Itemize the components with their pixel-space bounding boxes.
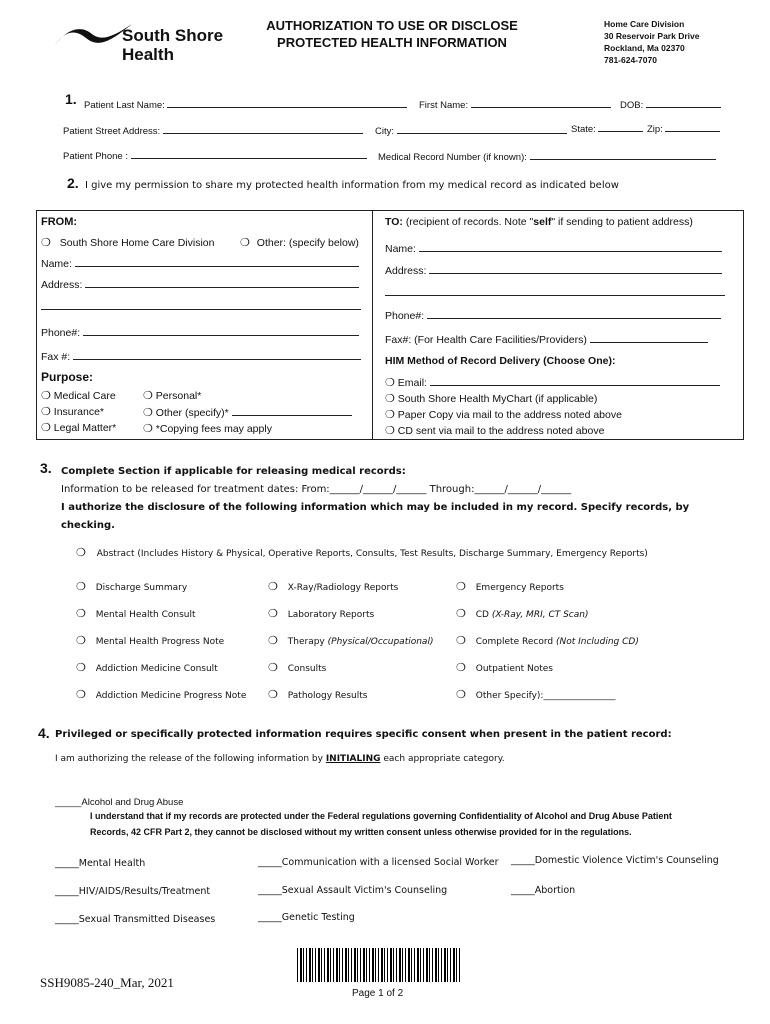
record-emergency[interactable] — [456, 574, 639, 601]
record-label: Addiction Medicine Progress Note — [95, 691, 247, 701]
to-name-field[interactable] — [419, 240, 722, 252]
mrn-row — [378, 148, 716, 163]
state-row — [571, 120, 643, 135]
record-label: Other Specify):________________ — [475, 691, 616, 701]
radio-icon[interactable]: ❍ — [41, 390, 51, 402]
record-cd[interactable] — [456, 601, 639, 628]
protected-abortion[interactable]: _____Abortion — [511, 885, 576, 896]
org-line2: Health — [122, 45, 174, 64]
intro-text: I am authorizing the release of the following information by — [55, 754, 326, 764]
from-fax-row — [41, 348, 361, 363]
city-row — [375, 122, 567, 137]
record-am-progress[interactable] — [76, 682, 246, 709]
record-label: CD — [475, 610, 489, 620]
to-note: " if sending to patient address) — [551, 216, 693, 228]
purpose-label: Medical Care — [53, 390, 116, 402]
record-label: Addiction Medicine Consult — [95, 664, 218, 674]
record-abstract[interactable] — [76, 546, 648, 559]
radio-icon[interactable]: ❍ — [143, 423, 153, 435]
checkbox-icon[interactable]: ❍ — [268, 688, 278, 701]
zip-label: Zip: — [647, 124, 663, 135]
street-field[interactable] — [163, 122, 363, 134]
city-field[interactable] — [397, 122, 567, 134]
from-phone-field[interactable] — [83, 324, 359, 336]
purpose-col1 — [41, 388, 116, 436]
record-label-detail: (Not Including CD) — [555, 637, 639, 647]
org-line1: South Shore — [122, 26, 224, 45]
purpose-insurance[interactable] — [41, 404, 116, 420]
record-consults[interactable] — [268, 655, 433, 682]
protected-mental-health[interactable]: _____Mental Health — [55, 858, 146, 869]
section-2-number: 2. — [67, 175, 79, 191]
radio-icon[interactable]: ❍ — [41, 406, 51, 418]
zip-row — [647, 120, 720, 135]
record-discharge[interactable] — [76, 574, 246, 601]
record-outpatient[interactable] — [456, 655, 639, 682]
checkbox-icon[interactable]: ❍ — [76, 661, 86, 674]
protected-hiv[interactable]: _____HIV/AIDS/Results/Treatment — [55, 886, 211, 897]
from-address-row — [41, 276, 359, 291]
radio-icon[interactable]: ❍ — [143, 390, 153, 402]
from-address-line2[interactable] — [41, 298, 361, 310]
record-lab[interactable] — [268, 601, 433, 628]
record-other[interactable] — [456, 682, 639, 709]
title-line2: PROTECTED HEALTH INFORMATION — [277, 35, 507, 50]
first-name-label: First Name: — [419, 100, 469, 111]
to-address-label: Address: — [385, 265, 427, 277]
initialing-intro — [55, 754, 505, 764]
state-field[interactable] — [598, 120, 643, 132]
checkbox-icon[interactable]: ❍ — [456, 607, 466, 620]
to-name-label: Name: — [385, 243, 416, 255]
delivery-label: Paper Copy via mail to the address noted above — [397, 409, 622, 421]
purpose-other-field[interactable] — [232, 404, 352, 416]
record-label: Outpatient Notes — [475, 664, 553, 674]
address-line: Rockland, Ma 02370 — [604, 43, 685, 53]
first-name-row — [419, 96, 611, 111]
state-label: State: — [571, 124, 596, 135]
to-address-row — [385, 262, 722, 277]
form-id: SSH9085-240_Mar, 2021 — [40, 975, 174, 990]
intro-text: each appropriate category. — [380, 754, 505, 764]
from-name-field[interactable] — [75, 255, 359, 267]
checkbox-icon[interactable]: ❍ — [76, 634, 86, 647]
records-col3 — [456, 574, 639, 709]
title-line1: AUTHORIZATION TO USE OR DISCLOSE — [266, 18, 518, 33]
record-label: Mental Health Consult — [95, 610, 196, 620]
radio-icon[interactable]: ❍ — [240, 237, 250, 249]
checkbox-icon[interactable]: ❍ — [76, 688, 86, 701]
delivery-paper[interactable] — [385, 407, 720, 423]
section-3-number: 3. — [40, 460, 52, 476]
radio-icon[interactable]: ❍ — [385, 425, 395, 437]
intro-initialing: INITIALING — [325, 754, 381, 764]
records-col2 — [268, 574, 433, 709]
permission-text: I give my permission to share my protected health information from my medical record as indicated below — [85, 180, 619, 191]
delivery-label: Email: — [397, 377, 427, 389]
checkbox-icon[interactable]: ❍ — [268, 661, 278, 674]
from-option-label: South Shore Home Care Division — [59, 237, 215, 249]
delivery-label: South Shore Health MyChart (if applicable) — [397, 393, 598, 405]
record-label: Therapy — [287, 637, 325, 647]
record-xray[interactable] — [268, 574, 433, 601]
from-phone-row — [41, 324, 359, 339]
address-line: 781-624-7070 — [604, 55, 657, 65]
checkbox-icon[interactable]: ❍ — [268, 634, 278, 647]
record-label: Consults — [287, 664, 327, 674]
purpose-label: Insurance* — [53, 406, 104, 418]
treatment-dates[interactable]: Information to be released for treatment dates: From:______/______/______ Through:______/______/______ — [61, 484, 572, 495]
purpose-label: *Copying fees may apply — [155, 423, 272, 435]
mrn-label: Medical Record Number (if known): — [378, 152, 527, 163]
record-label-detail: (Physical/Occupational) — [327, 637, 434, 647]
from-option-label: Other: (specify below) — [256, 237, 359, 249]
protected-std[interactable]: _____Sexual Transmitted Diseases — [55, 914, 216, 925]
to-fax-field[interactable] — [590, 331, 708, 343]
alcohol-drug-item[interactable]: _____Alcohol and Drug Abuse — [55, 797, 184, 808]
last-name-field[interactable] — [167, 96, 407, 108]
street-row — [63, 122, 363, 137]
delivery-email[interactable] — [385, 374, 720, 391]
radio-icon[interactable]: ❍ — [385, 409, 395, 421]
barcode-icon — [297, 948, 460, 982]
from-address-label: Address: — [41, 279, 83, 291]
form-title — [262, 17, 522, 51]
record-label-detail: (X-Ray, MRI, CT Scan) — [491, 610, 589, 620]
radio-icon[interactable]: ❍ — [385, 393, 395, 405]
from-option-other[interactable] — [240, 236, 359, 249]
record-pathology[interactable] — [268, 682, 433, 709]
record-complete[interactable] — [456, 628, 639, 655]
purpose-label: Personal* — [155, 390, 202, 402]
email-field[interactable] — [430, 374, 720, 386]
section-4-title: Privileged or specifically protected information requires specific consent when present in the patient record: — [55, 729, 672, 740]
patient-last-name-row — [84, 96, 407, 111]
record-label: Abstract (Includes History & Physical, Operative Reports, Consults, Test Results, Discharge Summary, Emergency Reports) — [96, 549, 648, 559]
last-name-label: Patient Last Name: — [84, 100, 165, 111]
authorize-text: I authorize the disclosure of the following information which may be included in my record. Specify records, by — [61, 502, 690, 513]
from-fax-field[interactable] — [73, 348, 361, 360]
record-therapy[interactable] — [268, 628, 433, 655]
purpose-col2 — [143, 388, 352, 437]
record-label: Pathology Results — [287, 691, 368, 701]
address-line: Home Care Division — [604, 19, 685, 29]
checkbox-icon[interactable]: ❍ — [76, 546, 86, 559]
checkbox-icon[interactable]: ❍ — [268, 580, 278, 593]
record-mh-progress[interactable] — [76, 628, 246, 655]
checkbox-icon[interactable]: ❍ — [456, 634, 466, 647]
to-fax-row — [385, 331, 708, 346]
checkbox-icon[interactable]: ❍ — [456, 688, 466, 701]
dob-field[interactable] — [646, 96, 721, 108]
to-title-row — [385, 216, 693, 228]
phone-field[interactable] — [131, 147, 367, 159]
org-name — [122, 26, 223, 64]
him-title: HIM Method of Record Delivery (Choose One): — [385, 355, 616, 367]
phone-row — [63, 147, 367, 162]
record-label: Complete Record — [475, 637, 554, 647]
from-address-field[interactable] — [85, 276, 359, 288]
delivery-options — [385, 374, 720, 439]
protected-sexual-assault[interactable]: _____Sexual Assault Victim's Counseling — [258, 885, 448, 896]
to-phone-field[interactable] — [427, 307, 721, 319]
delivery-cd[interactable] — [385, 423, 720, 439]
zip-field[interactable] — [665, 120, 720, 132]
radio-icon[interactable]: ❍ — [41, 237, 51, 249]
purpose-title: Purpose: — [41, 370, 94, 384]
to-note-self: self — [533, 216, 552, 228]
page-number: Page 1 of 2 — [352, 988, 404, 999]
purpose-label: Other (specify)* — [155, 407, 229, 419]
radio-icon[interactable]: ❍ — [143, 407, 153, 419]
authorize-text-2: checking. — [61, 520, 115, 531]
checkbox-icon[interactable]: ❍ — [456, 661, 466, 674]
protected-social-worker[interactable]: _____Communication with a licensed Social Worker — [258, 857, 499, 868]
to-phone-row — [385, 307, 721, 322]
from-name-label: Name: — [41, 258, 72, 270]
to-title: TO: — [385, 216, 403, 228]
record-am-consult[interactable] — [76, 655, 246, 682]
purpose-other[interactable] — [143, 404, 352, 421]
from-fax-label: Fax #: — [41, 351, 71, 363]
copying-fees-note — [143, 421, 352, 437]
protected-domestic-violence[interactable]: _____Domestic Violence Victim's Counseling — [511, 855, 719, 866]
section-4-number: 4. — [38, 725, 50, 741]
checkbox-icon[interactable]: ❍ — [76, 607, 86, 620]
first-name-field[interactable] — [471, 96, 611, 108]
address-line: 30 Reservoir Park Drive — [604, 31, 700, 41]
from-option-sshcd[interactable] — [41, 236, 214, 249]
mrn-field[interactable] — [530, 148, 716, 160]
record-label: Discharge Summary — [95, 583, 188, 593]
from-name-row — [41, 255, 359, 270]
record-mh-consult[interactable] — [76, 601, 246, 628]
purpose-personal[interactable] — [143, 388, 352, 404]
radio-icon[interactable]: ❍ — [41, 422, 51, 434]
box-divider — [372, 210, 373, 439]
checkbox-icon[interactable]: ❍ — [456, 580, 466, 593]
division-address — [604, 18, 699, 66]
record-label: Emergency Reports — [475, 583, 564, 593]
protected-genetic[interactable]: _____Genetic Testing — [258, 912, 355, 923]
to-phone-label: Phone#: — [385, 310, 425, 322]
dob-row — [620, 96, 721, 111]
alcohol-note-1: I understand that if my records are protected under the Federal regulations governing Confidentiality of Alcohol and Drug Abuse Patient — [90, 811, 672, 821]
to-fax-label: Fax#: (For Health Care Facilities/Providers) — [385, 334, 587, 346]
checkbox-icon[interactable]: ❍ — [76, 580, 86, 593]
to-name-row — [385, 240, 722, 255]
purpose-legal[interactable] — [41, 420, 116, 436]
dob-label: DOB: — [620, 100, 644, 111]
purpose-medical-care[interactable] — [41, 388, 116, 404]
delivery-label: CD sent via mail to the address noted above — [397, 425, 605, 437]
record-label: X-Ray/Radiology Reports — [287, 583, 399, 593]
street-label: Patient Street Address: — [63, 126, 161, 137]
from-phone-label: Phone#: — [41, 327, 81, 339]
from-title: FROM: — [41, 216, 78, 228]
section-1-number: 1. — [65, 91, 77, 107]
record-label: Mental Health Progress Note — [95, 637, 225, 647]
section-3-title: Complete Section if applicable for releasing medical records: — [61, 466, 406, 477]
to-address-field[interactable] — [429, 262, 722, 274]
record-label: Laboratory Reports — [287, 610, 375, 620]
to-note: (recipient of records. Note " — [405, 216, 534, 228]
checkbox-icon[interactable]: ❍ — [268, 607, 278, 620]
delivery-mychart[interactable] — [385, 391, 720, 407]
alcohol-note-2: Records, 42 CFR Part 2, they cannot be disclosed without my written consent unless otherwise provided for in the regulations. — [90, 827, 632, 837]
radio-icon[interactable]: ❍ — [385, 377, 395, 389]
records-col1 — [76, 574, 246, 709]
purpose-label: Legal Matter* — [53, 422, 117, 434]
phone-label: Patient Phone : — [63, 151, 128, 162]
to-address-line2[interactable] — [385, 284, 725, 296]
city-label: City: — [375, 126, 394, 137]
